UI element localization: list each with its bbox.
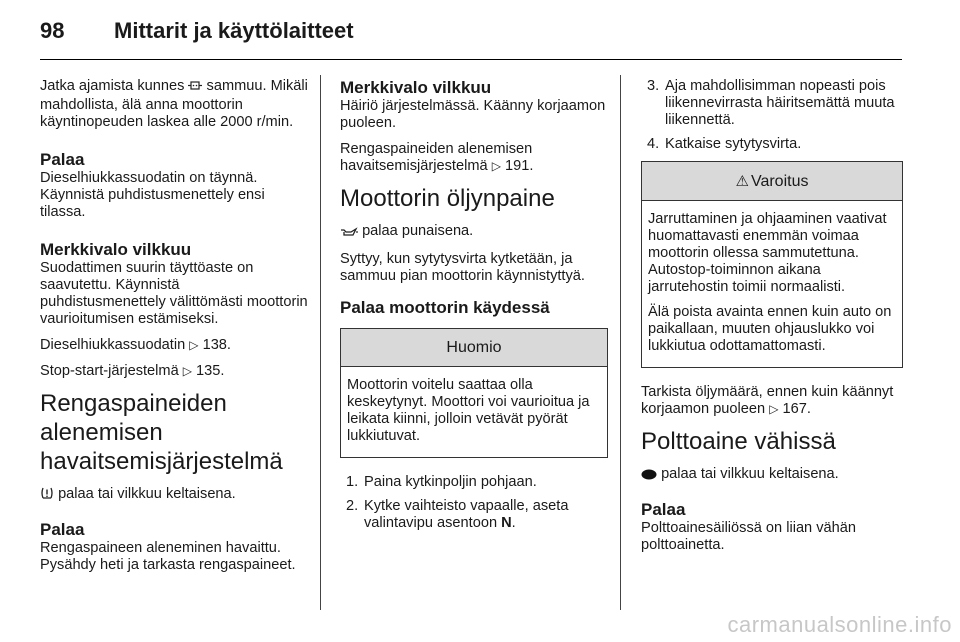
cross-reference[interactable]: Rengaspaineiden alenemisen havaitsemisjärjestelmä ▷ 191. xyxy=(340,141,534,174)
subheading-palaa: Palaa xyxy=(641,500,686,519)
column-1 xyxy=(40,78,308,583)
dpf-icon xyxy=(188,79,202,97)
paragraph: Rengaspaineen aleneminen havaittu. Pysähdy heti ja tarkasta rengaspaineet. xyxy=(40,540,296,573)
subheading-vilkkuu: Merkkivalo vilkkuu xyxy=(340,78,492,97)
warning-text: Älä poista avainta ennen kuin auto on paikallaan, muuten ohjauslukko voi lukkiutua odottamattomasti. xyxy=(648,304,892,354)
header-rule xyxy=(40,59,902,60)
cross-reference[interactable]: Stop-start-järjestelmä ▷ 135. xyxy=(40,363,225,379)
page-ref-icon: ▷ xyxy=(769,402,779,416)
page-ref-icon: ▷ xyxy=(182,364,192,378)
chapter-title: Mittarit ja käyttölaitteet xyxy=(114,18,354,43)
paragraph: palaa punaisena. xyxy=(340,223,608,242)
column-3 xyxy=(641,78,903,563)
list-item: 1. Paina kytkinpoljin pohjaan. xyxy=(346,474,537,490)
paragraph: palaa tai vilkkuu keltaisena. xyxy=(40,486,308,505)
column-divider xyxy=(620,75,621,610)
column-divider xyxy=(320,75,321,610)
paragraph: Syttyy, kun sytytysvirta kytketään, ja sammuu pian moottorin käynnistyttyä. xyxy=(340,251,585,284)
steps-list xyxy=(641,78,903,153)
warning-icon: ⚠ xyxy=(735,173,749,190)
watermark: carmanualsonline.info xyxy=(727,612,952,637)
column-2 xyxy=(340,78,608,539)
page-number: 98 xyxy=(40,18,65,43)
note-box xyxy=(340,328,608,458)
subheading-vilkkuu: Merkkivalo vilkkuu xyxy=(40,240,192,259)
tire-pressure-icon xyxy=(40,486,54,505)
section-heading: Polttoaine vähissä xyxy=(641,428,836,455)
cross-reference[interactable]: Tarkista öljymäärä, ennen kuin käännyt korjaamon puoleen ▷ 167. xyxy=(641,384,894,417)
list-item: 2. Kytke vaihteisto vapaalle, aseta valintavipu asentoon N. xyxy=(346,498,569,531)
page-header xyxy=(40,14,900,58)
paragraph: Suodattimen suurin täyttöaste on saavutettu. Käynnistä puhdistusmenettely välittömästi moottorin vaurioitumisen estämiseksi. xyxy=(40,260,308,327)
paragraph: palaa tai vilkkuu keltaisena. xyxy=(641,466,903,485)
paragraph: Dieselhiukkassuodatin on täynnä. Käynnistä puhdistusmenettely ensi tilassa. xyxy=(40,170,265,220)
paragraph: Polttoainesäiliössä on liian vähän polttoainetta. xyxy=(641,520,856,553)
section-heading: Rengaspaineiden alenemisen havaitsemisjärjestelmä xyxy=(40,390,283,475)
list-item: 4. Katkaise sytytysvirta. xyxy=(647,136,802,152)
note-text: Moottorin voitelu saattaa olla keskeytynyt. Moottori voi vaurioitua ja leikata kiinni, jolloin vetävät pyörät lukkiutuvat. xyxy=(347,377,590,444)
paragraph: Häiriö järjestelmässä. Käänny korjaamon puoleen. xyxy=(340,98,606,131)
page-ref-icon: ▷ xyxy=(491,159,501,173)
warning-text: Jarruttaminen ja ohjaaminen vaativat huomattavasti enemmän voimaa moottorin ollessa sammutettuna. Autostop-toiminnon aikana jarrutehostin toimii normaalisti. xyxy=(648,211,887,295)
warning-box xyxy=(641,161,903,368)
intro-paragraph: Jatka ajamista kunnes sammuu. Mikäli mahdollista, älä anna moottorin käyntinopeuden laskea alle 2000 r/min. xyxy=(40,78,308,130)
note-title: Huomio xyxy=(341,329,607,367)
subheading-palaa: Palaa xyxy=(40,520,85,539)
oil-can-icon xyxy=(340,225,358,242)
section-heading: Moottorin öljynpaine xyxy=(340,185,555,212)
steps-list xyxy=(340,474,608,532)
warning-title: ⚠ Varoitus xyxy=(642,162,902,201)
cross-reference[interactable]: Dieselhiukkassuodatin ▷ 138. xyxy=(40,337,231,353)
page-ref-icon: ▷ xyxy=(189,338,199,352)
subheading-palaa: Palaa xyxy=(40,150,85,169)
subheading-running: Palaa moottorin käydessä xyxy=(340,298,550,317)
list-item: 3. Aja mahdollisimman nopeasti pois liikennevirrasta häiritsemättä muuta liikennettä. xyxy=(647,78,895,128)
fuel-pump-icon xyxy=(641,468,657,485)
